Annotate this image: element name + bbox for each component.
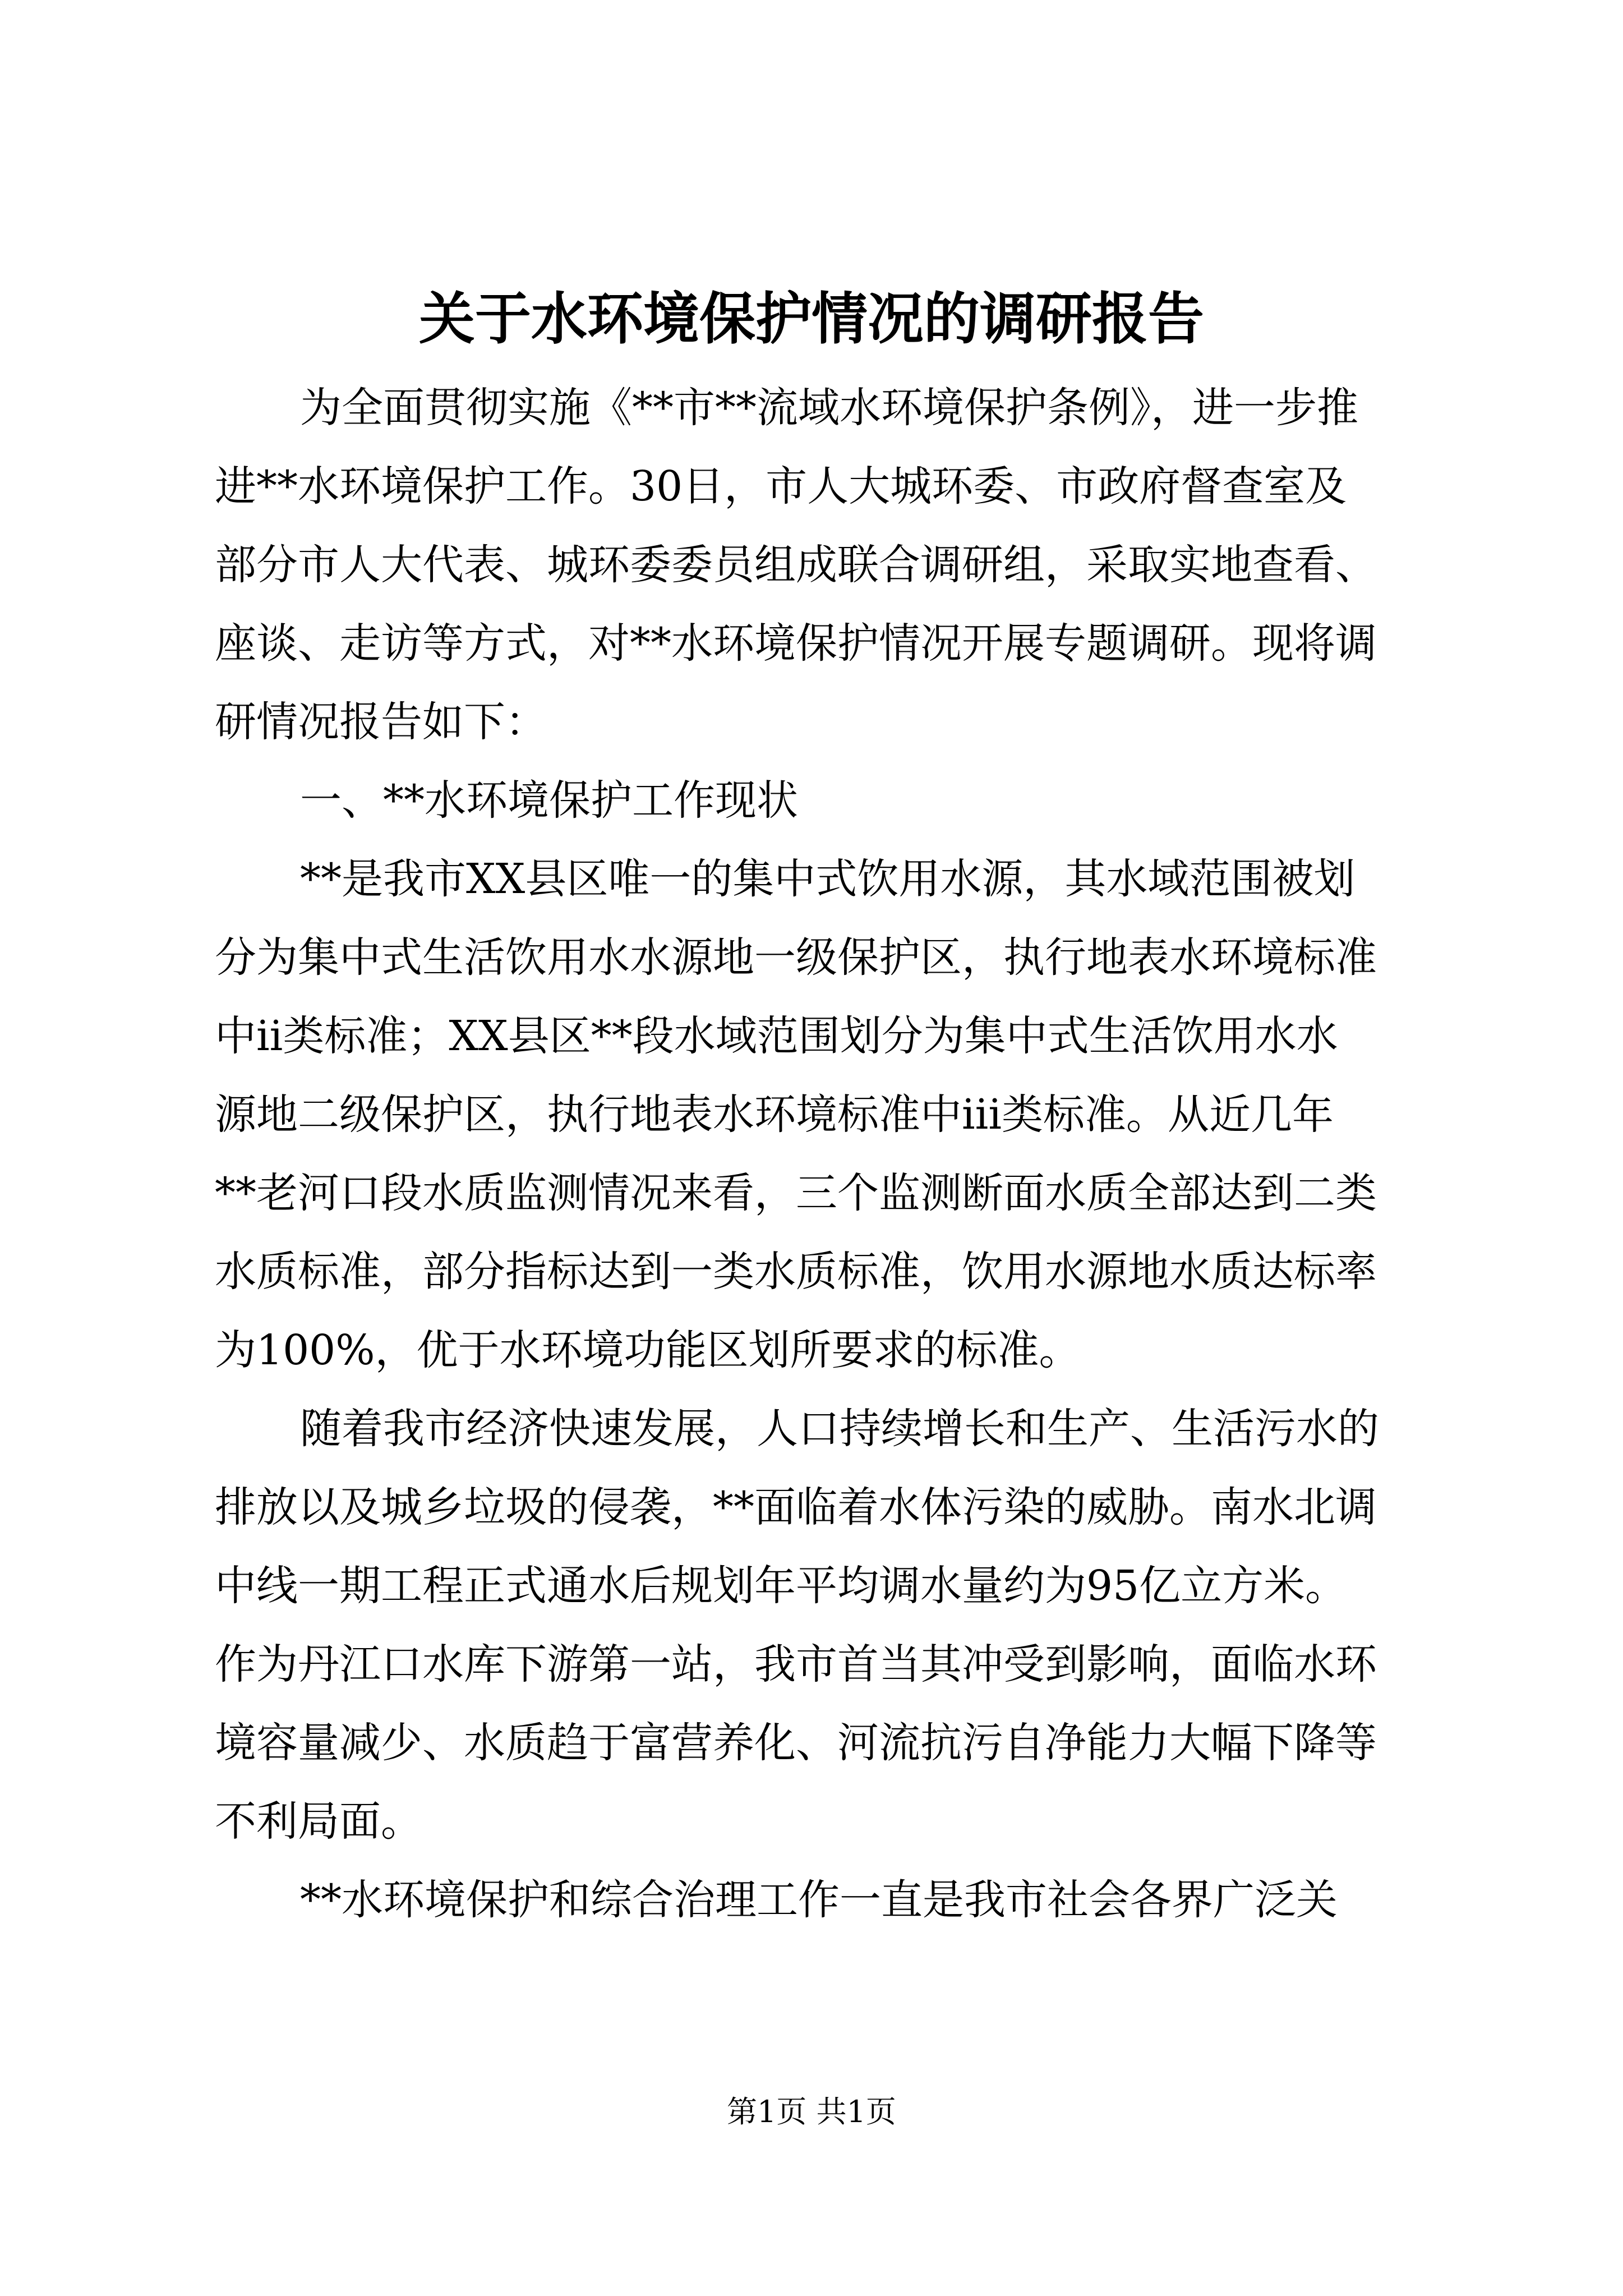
paragraph-line: 座谈、走访等方式，对**水环境保护情况开展专题调研。现将调 bbox=[215, 619, 1377, 668]
paragraph-line: **水环境保护和综合治理工作一直是我市社会各界广泛关 bbox=[300, 1876, 1338, 1924]
paragraph-line: 作为丹江口水库下游第一站，我市首当其冲受到影响，面临水环 bbox=[215, 1640, 1377, 1688]
paragraph-line: 源地二级保护区，执行地表水环境标准中iii类标准。从近几年 bbox=[215, 1091, 1334, 1139]
document-title: 关于水环境保护情况的调研报告 bbox=[419, 286, 1204, 352]
paragraph-line: 研情况报告如下： bbox=[215, 698, 547, 746]
section-heading: 一、**水环境保护工作现状 bbox=[300, 776, 798, 825]
paragraph-line: 为100%，优于水环境功能区划所要求的标准。 bbox=[215, 1326, 1081, 1374]
paragraph-line: 中线一期工程正式通水后规划年平均调水量约为95亿立方米。 bbox=[215, 1562, 1347, 1610]
paragraph-line: 中ii类标准；XX县区**段水域范围划分为集中式生活饮用水水 bbox=[215, 1012, 1338, 1060]
paragraph-line: 进**水环境保护工作。30日，市人大城环委、市政府督查室及 bbox=[215, 462, 1347, 510]
paragraph-line: 随着我市经济快速发展，人口持续增长和生产、生活污水的 bbox=[300, 1405, 1379, 1453]
paragraph-line: 水质标准，部分指标达到一类水质标准，饮用水源地水质达标率 bbox=[215, 1248, 1377, 1296]
paragraph-line: 为全面贯彻实施《**市**流域水环境保护条例》，进一步推 bbox=[300, 384, 1358, 432]
paragraph-line: 不利局面。 bbox=[215, 1797, 422, 1846]
paragraph-line: 分为集中式生活饮用水水源地一级保护区，执行地表水环境标准 bbox=[215, 933, 1377, 982]
paragraph-line: **老河口段水质监测情况来看，三个监测断面水质全部达到二类 bbox=[215, 1169, 1377, 1217]
paragraph-line: 境容量减少、水质趋于富营养化、河流抗污自净能力大幅下降等 bbox=[215, 1719, 1377, 1767]
paragraph-line: **是我市XX县区唯一的集中式饮用水源，其水域范围被划 bbox=[300, 855, 1355, 903]
paragraph-line: 排放以及城乡垃圾的侵袭，**面临着水体污染的威胁。南水北调 bbox=[215, 1483, 1377, 1531]
page-number-footer: 第1页 共1页 bbox=[727, 2094, 896, 2129]
paragraph-line: 部分市人大代表、城环委委员组成联合调研组，采取实地查看、 bbox=[215, 541, 1377, 589]
